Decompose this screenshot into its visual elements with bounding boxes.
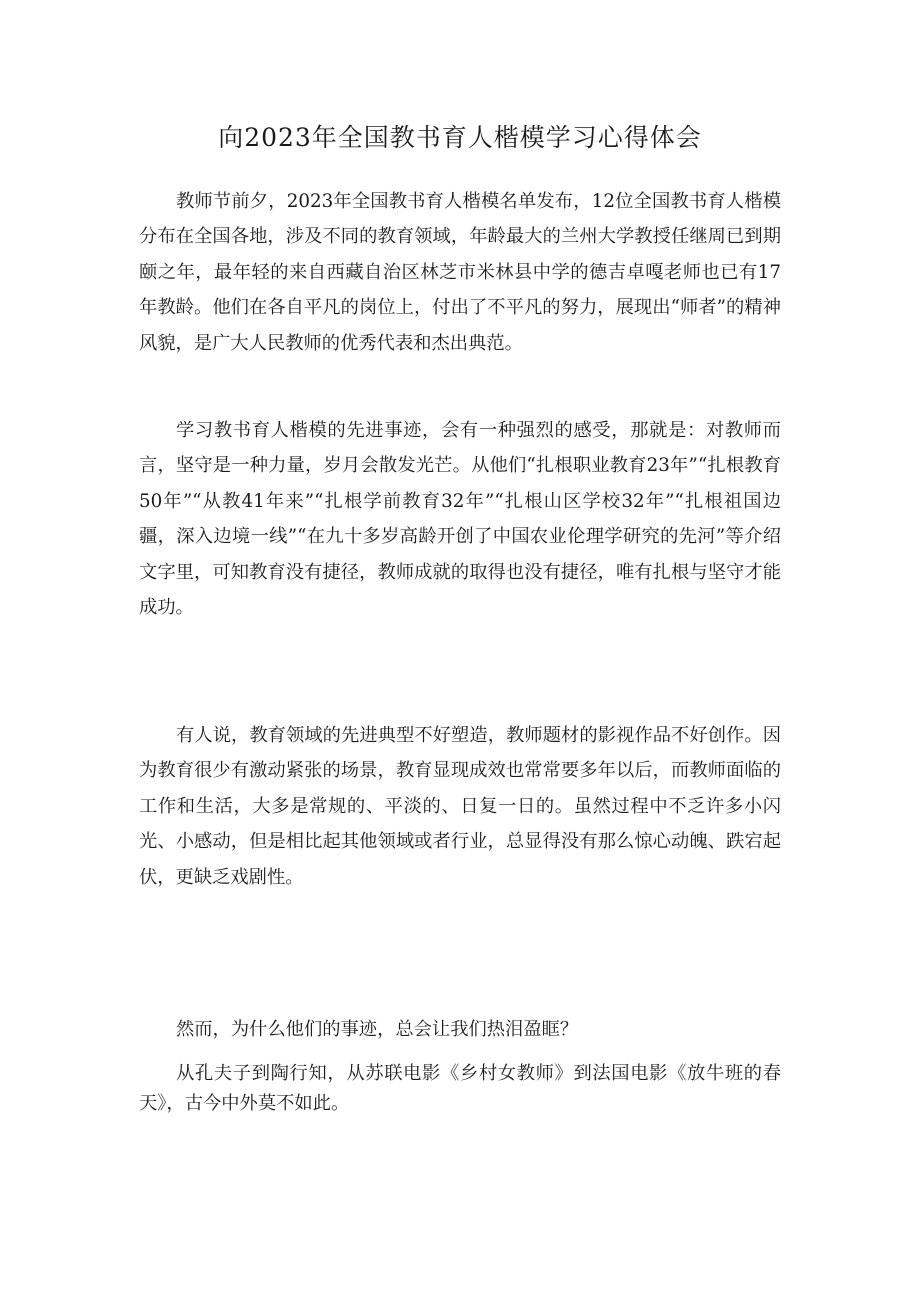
- paragraph-2: 学习教书育人楷模的先进事迹，会有一种强烈的感受，那就是：对教师而言，坚守是一种力量，岁月会散发光芒。从他们“扎根职业教育23年”“扎根教育50年”“从教41年来”“扎根学前教育32年”“扎根山区学校32年”“扎根祖国边疆，深入边境一线”“在九十多岁高龄开创了中国农业伦理学研究的先河”等介绍文字里，可知教育没有捷径，教师成就的取得也没有捷径，唯有扎根与坚守才能成功。: [139, 420, 781, 619]
- paragraph-3: 有人说，教育领域的先进典型不好塑造，教师题材的影视作品不好创作。因为教育很少有激动紧张的场景，教育显现成效也常常要多年以后，而教师面临的工作和生活，大多是常规的、平淡的、日复一日的。虽然过程中不乏许多小闪光、小感动，但是相比起其他领域或者行业，总显得没有那么惊心动魄、跌宕起伏，更缺乏戏剧性。: [139, 725, 781, 888]
- document-title: 向2023年全国教书育人楷模学习心得体会: [218, 123, 702, 152]
- paragraph-1: 教师节前夕，2023年全国教书育人楷模名单发布，12位全国教书育人楷模分布在全国各地，涉及不同的教育领域，年龄最大的兰州大学教授任继周已到期颐之年，最年轻的来自西藏自治区林芝市米林县中学的德吉卓嘎老师也已有17年教龄。他们在各自平凡的岗位上，付出了不平凡的努力，展现出“师者”的精神风貌，是广大人民教师的优秀代表和杰出典范。: [139, 191, 781, 354]
- paragraph-4: 然而，为什么他们的事迹，总会让我们热泪盈眶？: [176, 1019, 579, 1040]
- paragraph-5: 从孔夫子到陶行知，从苏联电影《乡村女教师》到法国电影《放牛班的春天》，古今中外莫不如此。: [139, 1063, 781, 1114]
